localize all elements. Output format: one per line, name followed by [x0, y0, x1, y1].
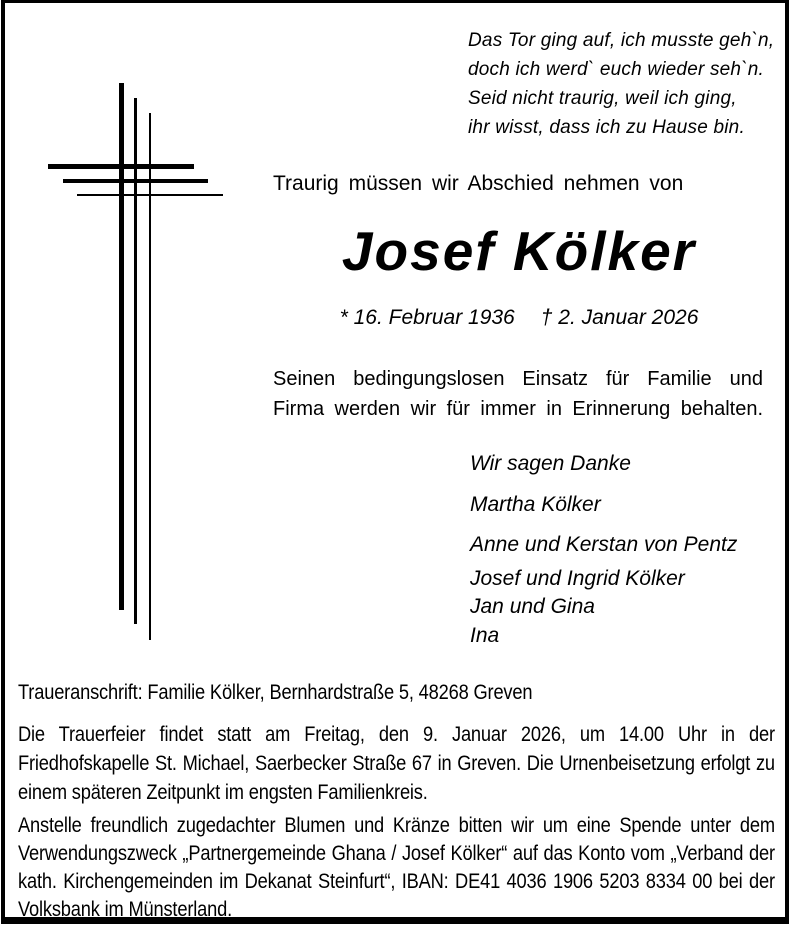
- tribute-text: [273, 364, 763, 424]
- poem-line-3: Seid nicht traurig, weil ich ging,: [468, 88, 737, 109]
- cross-vertical-line-2: [134, 98, 137, 624]
- death-date: † 2. Januar 2026: [540, 306, 699, 329]
- mourner-name: Martha Kölker: [470, 493, 601, 516]
- donation-details: Anstelle freundlich zugedachter Blumen und Kränze bitten wir um eine Spende unter dem Verwendungszweck „Partnergemeinde Ghana / Josef Kölker“ auf das Konto vom „Verband der kath. Kirchengemeinden im Dekanat Steinfurt“, IBAN: DE41 4036 1906 5203 8334 00 bei der Volksbank im Münsterland.: [18, 814, 775, 921]
- mourner-name: Anne und Kerstan von Pentz: [470, 533, 738, 556]
- thanks-text: Wir sagen Danke: [470, 452, 631, 475]
- condolence-address: Traueranschrift: Familie Kölker, Bernhardstraße 5, 48268 Greven: [18, 681, 533, 704]
- poem-line-1: Das Tor ging auf, ich musste geh`n,: [468, 30, 775, 51]
- cross-horizontal-line-1: [48, 164, 194, 169]
- deceased-name: Josef Kölker: [341, 220, 697, 282]
- funeral-details: Die Trauerfeier findet statt am Freitag, den 9. Januar 2026, um 14.00 Uhr in der Friedhofskapelle St. Michael, Saerbecker Straße 67 in Greven. Die Urnenbeisetzung erfolgt zu einem späteren Zeitpunkt im engsten Familienkreis.: [18, 723, 775, 804]
- cross-horizontal-line-2: [63, 179, 208, 183]
- cross-vertical-line-1: [119, 83, 124, 610]
- memorial-poem: [468, 26, 774, 142]
- mourners-list: [470, 492, 737, 649]
- poem-line-2: doch ich werd` euch wieder seh`n.: [468, 59, 764, 80]
- life-dates: [273, 306, 765, 330]
- intro-text: Traurig müssen wir Abschied nehmen von: [273, 172, 684, 195]
- cross-horizontal-line-3: [77, 194, 223, 196]
- tribute-line-1: Seinen bedingungslosen Einsatz für Familie und: [273, 368, 763, 390]
- cross-vertical-line-3: [149, 113, 151, 640]
- tribute-line-2: Firma werden wir für immer in Erinnerung behalten.: [273, 398, 763, 420]
- poem-line-4: ihr wisst, dass ich zu Hause bin.: [468, 117, 745, 138]
- birth-date: * 16. Februar 1936: [339, 306, 515, 329]
- mourner-name: Josef und Ingrid Kölker: [470, 567, 685, 590]
- mourner-name: Jan und Gina: [470, 595, 595, 618]
- mourner-name: Ina: [470, 624, 500, 647]
